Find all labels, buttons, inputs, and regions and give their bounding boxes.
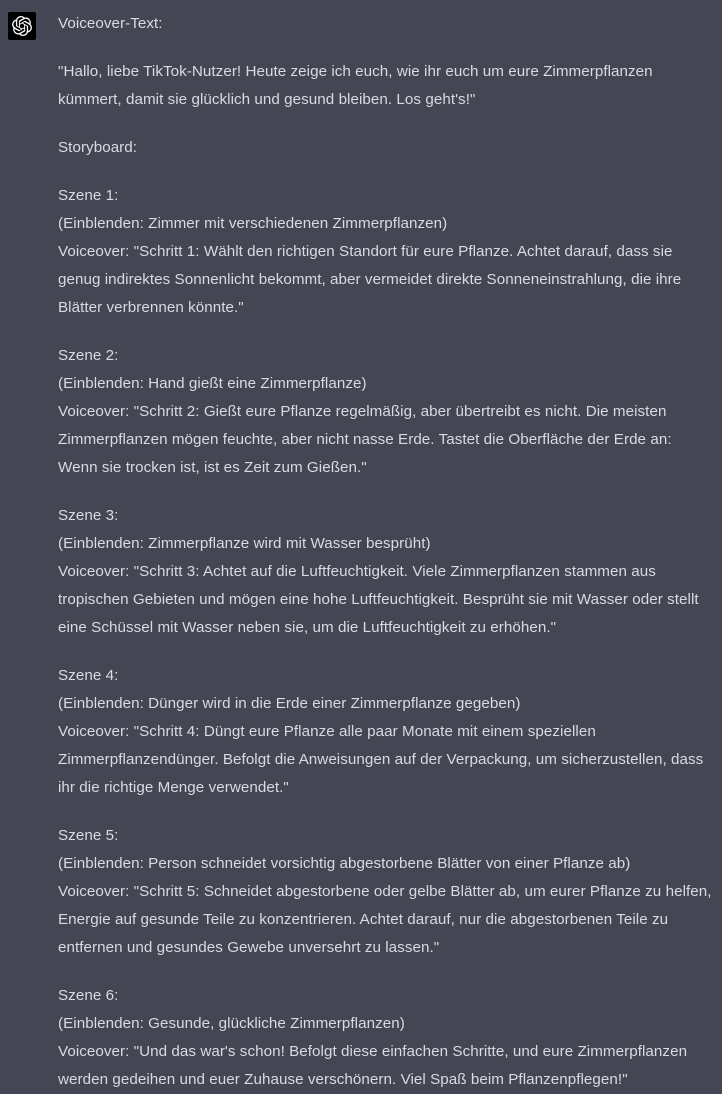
- paragraph-voiceover-heading: [58, 10, 712, 38]
- scene-title: Szene 5:: [58, 827, 119, 844]
- scene-visual-cue: (Einblenden: Zimmer mit verschiedenen Zimmerpflanzen): [58, 215, 448, 232]
- scene-title: Szene 3:: [58, 507, 119, 524]
- paragraph-szene-1: [58, 182, 712, 322]
- scene-visual-cue: (Einblenden: Dünger wird in die Erde einer Zimmerpflanze gegeben): [58, 695, 521, 712]
- paragraph-szene-6: [58, 982, 712, 1094]
- openai-logo-icon: [12, 16, 32, 36]
- scene-voiceover: Voiceover: "Schritt 5: Schneidet abgestorbene oder gelbe Blätter ab, um eurer Pflanze zu helfen, Energie auf gesunde Teile zu konzentrieren. Achtet darauf, nur die abgestorbenen Teile zu entfernen und gesundes Gewebe unversehrt zu lassen.": [58, 883, 712, 956]
- text-line: Storyboard:: [58, 139, 138, 156]
- scene-title: Szene 4:: [58, 667, 119, 684]
- assistant-message-text: [58, 10, 712, 1094]
- paragraph-szene-5: [58, 822, 712, 962]
- scene-visual-cue: (Einblenden: Person schneidet vorsichtig abgestorbene Blätter von einer Pflanze ab): [58, 855, 631, 872]
- scene-voiceover: Voiceover: "Schritt 4: Düngt eure Pflanze alle paar Monate mit einem speziellen Zimmerpflanzendünger. Befolgt die Anweisungen auf der Verpackung, um sicherzustellen, dass ihr die richtige Menge verwendet.": [58, 723, 704, 796]
- scene-visual-cue: (Einblenden: Gesunde, glückliche Zimmerpflanzen): [58, 1015, 405, 1032]
- scene-title: Szene 2:: [58, 347, 119, 364]
- text-line: Voiceover-Text:: [58, 15, 163, 32]
- scene-title: Szene 6:: [58, 987, 119, 1004]
- paragraph-szene-2: [58, 342, 712, 482]
- scene-visual-cue: (Einblenden: Zimmerpflanze wird mit Wasser besprüht): [58, 535, 431, 552]
- scene-voiceover: Voiceover: "Und das war's schon! Befolgt diese einfachen Schritte, und eure Zimmerpflanzen werden gedeihen und euer Zuhause verschönern. Viel Spaß beim Pflanzenpflegen!": [58, 1043, 688, 1088]
- paragraph-voiceover-intro: [58, 58, 712, 114]
- paragraph-szene-4: [58, 662, 712, 802]
- scene-visual-cue: (Einblenden: Hand gießt eine Zimmerpflanze): [58, 375, 367, 392]
- scene-voiceover: Voiceover: "Schritt 2: Gießt eure Pflanze regelmäßig, aber übertreibt es nicht. Die meisten Zimmerpflanzen mögen feuchte, aber nicht nasse Erde. Tastet die Oberfläche der Erde an: Wenn sie trocken ist, ist es Zeit zum Gießen.": [58, 403, 672, 476]
- paragraph-storyboard-heading: [58, 134, 712, 162]
- text-line: "Hallo, liebe TikTok-Nutzer! Heute zeige ich euch, wie ihr euch um eure Zimmerpflanzen kümmert, damit sie glücklich und gesund bleiben. Los geht's!": [58, 63, 653, 108]
- paragraph-szene-3: [58, 502, 712, 642]
- scene-voiceover: Voiceover: "Schritt 3: Achtet auf die Luftfeuchtigkeit. Viele Zimmerpflanzen stammen aus tropischen Gebieten und mögen eine hohe Luftfeuchtigkeit. Besprüht sie mit Wasser oder stellt eine Schüssel mit Wasser neben sie, um die Luftfeuchtigkeit zu erhöhen.": [58, 563, 699, 636]
- scene-voiceover: Voiceover: "Schritt 1: Wählt den richtigen Standort für eure Pflanze. Achtet darauf, dass sie genug indirektes Sonnenlicht bekommt, aber vermeidet direkte Sonneneinstrahlung, die ihre Blätter verbrennen könnte.": [58, 243, 682, 316]
- assistant-avatar: [8, 12, 36, 40]
- scene-title: Szene 1:: [58, 187, 119, 204]
